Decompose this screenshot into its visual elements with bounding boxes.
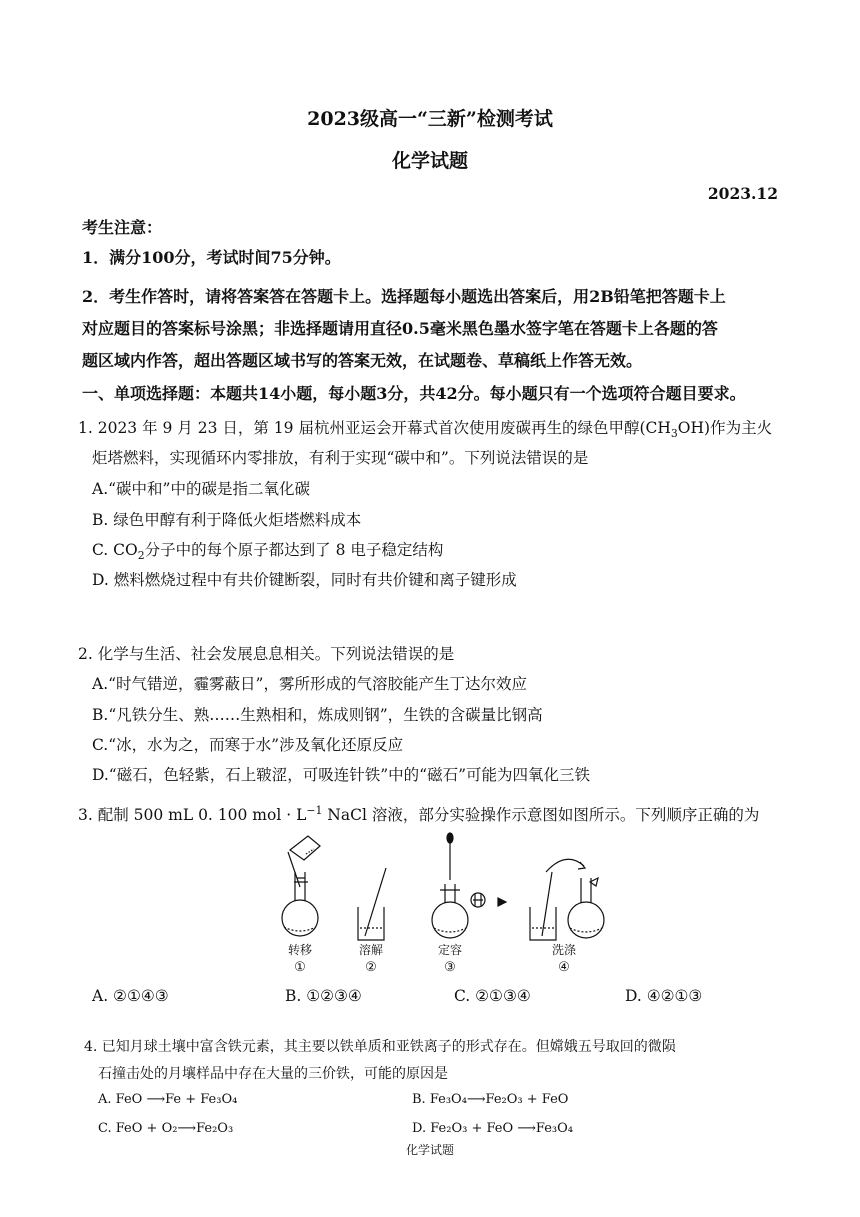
figure-num-4: ④ [558,960,570,975]
figure-label-2: 溶解 [358,943,384,957]
q3-option-d: D. ④②①③ [625,987,703,1005]
dissolve-beaker-icon [358,868,386,940]
notice-item-2-line-1: 2．考生作答时，请将答案答在答题卡上。选择题每小题选出答案后，用2B铅笔把答题卡上 [82,287,726,306]
q2-option-b: B.“凡铁分生、熟……生熟相和，炼成则钢”，生铁的含碳量比钢高 [92,706,543,724]
q4-stem-line-2: 石撞击处的月壤样品中存在大量的三价铁，可能的原因是 [98,1066,448,1082]
page-footer: 化学试题 [405,1143,454,1157]
notice-item-1: 1．满分100分，考试时间75分钟。 [82,248,341,267]
subject-title: 化学试题 [391,150,468,172]
notice-item-2-line-3: 题区域内作答，超出答题区域书写的答案无效，在试题卷、草稿纸上作答无效。 [82,351,643,370]
fill-to-mark-apparatus-icon [432,833,506,938]
q4-option-a: A. FeO ⟶Fe + Fe₃O₄ [98,1092,238,1107]
figure-label-1: 转移 [287,943,313,957]
q3-option-b: B. ①②③④ [285,987,362,1005]
q1-option-c: C. $CO_2$分子中的每个原子都达到了 8 电子稳定结构 [92,541,444,563]
q4-option-c: C. FeO + O₂⟶Fe₂O₃ [98,1121,234,1136]
q3-option-a: A. ②①④③ [92,987,169,1005]
experiment-figure [270,832,610,977]
q1-option-a: A.“碳中和”中的碳是指二氧化碳 [92,480,310,498]
wash-apparatus-icon [530,859,604,940]
q4-option-b: B. Fe₃O₄⟶Fe₂O₃ + FeO [412,1092,569,1107]
figure-num-1: ① [294,960,306,975]
notice-heading: 考生注意： [82,218,163,237]
figure-label-4: 洗涤 [551,943,577,957]
q2-option-a: A.“时气错逆，霾雾蔽日”，雾所形成的气溶胶能产生丁达尔效应 [92,675,527,693]
q3-option-c: C. ②①③④ [454,987,531,1005]
q2-option-d: D.“磁石，色轻紫，石上皲涩，可吸连针铁”中的“磁石”可能为四氧化三铁 [92,766,591,784]
q2-option-c: C.“冰，水为之，而寒于水”涉及氧化还原反应 [92,736,404,754]
q4-stem-line-1: 4. 已知月球土壤中富含铁元素，其主要以铁单质和亚铁离子的形式存在。但嫦娥五号取回的微陨 [84,1039,676,1055]
q3-stem: 3. 配制 500 mL 0. 100 mol · $L^{-1}$ NaCl 溶液，部分实验操作示意图如图所示。下列顺序正确的为 [78,803,760,824]
transfer-apparatus-icon [282,836,320,936]
figure-label-3: 定容 [437,943,463,957]
q1-stem-line-1: 1. 2023 年 9 月 23 日，第 19 届杭州亚运会开幕式首次使用废碳再生的绿色甲醇$(CH_3OH)$作为主火 [78,419,773,441]
figure-num-2: ② [365,960,377,975]
section-1-heading: 一、单项选择题：本题共14小题，每小题3分，共42分。每小题只有一个选项符合题目要求。 [82,384,746,403]
exam-date: 2023.12 [707,184,778,203]
notice-item-2-line-2: 对应题目的答案标号涂黑；非选择题请用直径0.5毫米黑色墨水签字笔在答题卡上各题的答 [82,319,718,338]
q4-option-d: D. Fe₂O₃ + FeO ⟶Fe₃O₄ [412,1121,573,1136]
q1-option-d: D. 燃料燃烧过程中有共价键断裂，同时有共价键和离子键形成 [92,571,517,589]
exam-title: 2023级高一“三新”检测考试 [307,108,553,130]
q1-stem-line-2: 炬塔燃料，实现循环内零排放，有利于实现“碳中和”。下列说法错误的是 [92,449,589,467]
q2-stem: 2. 化学与生活、社会发展息息相关。下列说法错误的是 [78,645,455,663]
q1-option-b: B. 绿色甲醇有利于降低火炬塔燃料成本 [92,511,362,529]
figure-num-3: ③ [444,960,456,975]
